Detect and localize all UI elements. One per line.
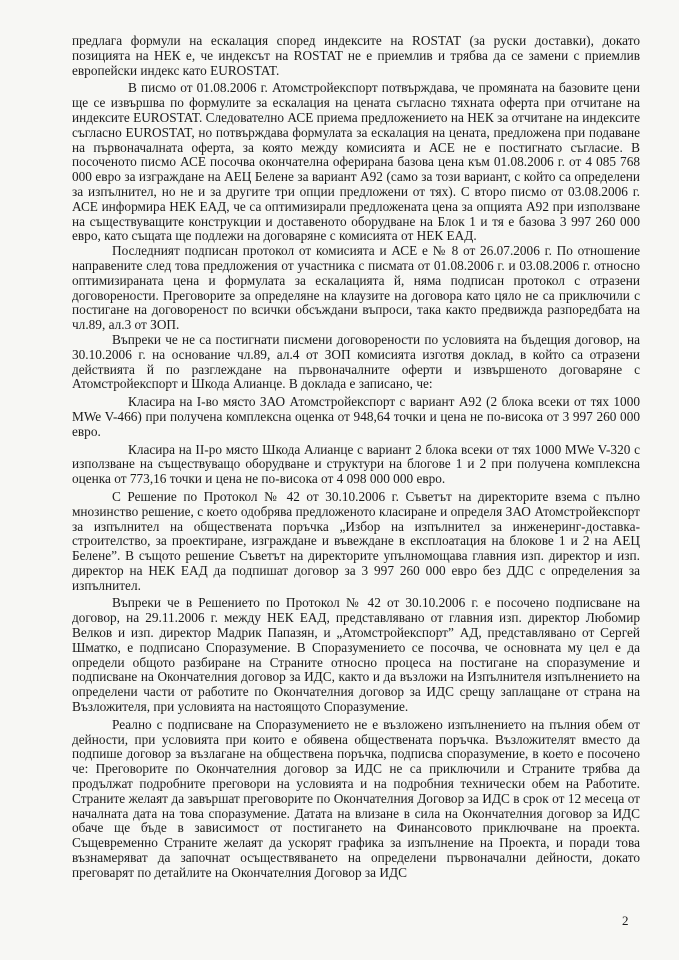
- paragraph-3: Последният подписан протокол от комисията и АСЕ е № 8 от 26.07.2006 г. По отношение направените след това предложения от участника с писмата от 01.08.2006 г. и 03.08.2006 г. относно оптимизираната цена и формулата за ескалацията й, няма подписан протокол с отразени договорености. Преговорите за определяне на клаузите на договора като цяло не са приключили с постигане на договореност по всички обсъждани въпроси, така както предвижда разпоредбата на чл.89, ал.3 от ЗОП.: [72, 243, 640, 333]
- paragraph-2: В писмо от 01.08.2006 г. Атомстройекспорт потвърждава, че промяната на базовите цени ще се извършва по формулите за ескалация на цената съгласно тяхната оферта при отчитане на индексите EUROSTAT. Следователно АСЕ приема предложението на НЕК за отчитане на индексите съгласно EUROSTAT, но потвърждава формулата за ескалация на цената, предложена при подаване на първоначалната оферта, за която между комисията и АСЕ не е постигнато съгласие. В посоченото писмо АСЕ посочва окончателна оферирана базова цена към 01.08.2006 г. от 4 085 768 000 евро за изграждане на АЕЦ Белене за вариант А92 (само за този вариант, с който са определени за изпълнител, но не и за другите три опции предложени от тях). С второ писмо от 03.08.2006 г. АСЕ информира НЕК ЕАД, че са оптимизирали предложената цена за опцията А92 при използване на съществуващите конструкции и доставеното оборудване на Блок 1 и тя е базова 3 997 260 000 евро, като същата ще подлежи на договаряне с комисията от НЕК ЕАД.: [72, 80, 640, 244]
- paragraph-8: Въпреки че в Решението по Протокол № 42 от 30.10.2006 г. е посочено подписване на договор, на 29.11.2006 г. между НЕК ЕАД, представлявано от главния изп. директор Любомир Велков и изп. директор Мадрик Папазян, и „Атомстройекспорт” АД, представлявано от Сергей Шматко, е подписано Споразумение. В Споразумението се посочва, че основната му цел е да определи общото разбиране на Страните относно процеса на постигане на споразумение и подписване на Окончателния договор за ИДС, както и да възложи на Изпълнителя изпълнението на определени части от работите по Окончателния договор за ИДС срещу заплащане от страна на Възложителя, при условията на настоящото Споразумение.: [72, 595, 640, 715]
- paragraph-9: Реално с подписване на Споразумението не е възложено изпълнението на пълния обем от дейности, при условията при които е обявена обществената поръчка. Възложителят вместо да подпише договор за възлагане на обществена поръчка, подписва споразумение, в което е посочено че: Преговорите по Окончателния договор за ИДС не са приключили и Страните трябва да продължат подробните преговори на условията и на подробния технически обем на Работите. Страните желаят да завършат преговорите по Окончателния Договор за ИДС в срок от 12 месеца от началната дата на това споразумение. Датата на влизане в сила на Окончателния договор за ИДС обаче ще бъде в зависимост от постигането на Финансовото приключване на проекта. Същевременно Страните желаят да ускорят графика за изпълнение на Проекта, и поради това възнамеряват да започнат осъществяването на определени първоначални дейности, докато преговарят по детайлите на Окончателния Договор за ИДС: [72, 716, 640, 880]
- paragraph-1: предлага формули на ескалация според индексите на ROSTAT (за руски доставки), докато позицията на НЕК е, че индексът на ROSTAT не е приемлив и трябва да се замени с приемлив европейски индекс като EUROSTAT.: [72, 33, 640, 78]
- paragraph-6: Класира на II-ро място Шкода Алианце с вариант 2 блока всеки от тях 1000 MWe V-320 с използване на съществуващо оборудване и структури на блогове 1 и 2 при получена комплексна оценка от 773,16 точки и цена не по-висока от 4 098 000 000 евро.: [72, 441, 640, 487]
- paragraph-7: С Решение по Протокол № 42 от 30.10.2006 г. Съветът на директорите взема с пълно мнозинство решение, с което одобрява предложеното класиране и определя ЗАО Атомстройекспорт за изпълнител на обществената поръчка „Избор на изпълнител за инженеринг-доставка-строителство, за проектиране, изграждане и въвеждане в експлоатация на блокове 1 и 2 на АЕЦ Белене”. В същото решение Съветът на директорите упълномощава главния изп. директор и изп. директор на НЕК ЕАД да подпишат договор за 3 997 260 000 евро без ДДС с определения за изпълнител.: [72, 488, 640, 593]
- body-text: [72, 34, 640, 881]
- page-number: 2: [622, 913, 629, 928]
- paragraph-4: Въпреки че не са постигнати писмени договорености по условията на бъдещия договор, на 30.10.2006 г. на основание чл.89, ал.4 от ЗОП комисията изготвя доклад, в който са отразени действията й по разглеждане на първоначалните оферти и извършеното договаряне с Атомстройекспорт и Шкода Алианце. В доклада е записано, че:: [72, 331, 640, 392]
- paragraph-5: Класира на I-во място ЗАО Атомстройекспорт с вариант А92 (2 блока всеки от тях 1000 MWe V-466) при получена комплексна оценка от 948,64 точки и цена не по-висока от 3 997 260 000 евро.: [72, 394, 640, 439]
